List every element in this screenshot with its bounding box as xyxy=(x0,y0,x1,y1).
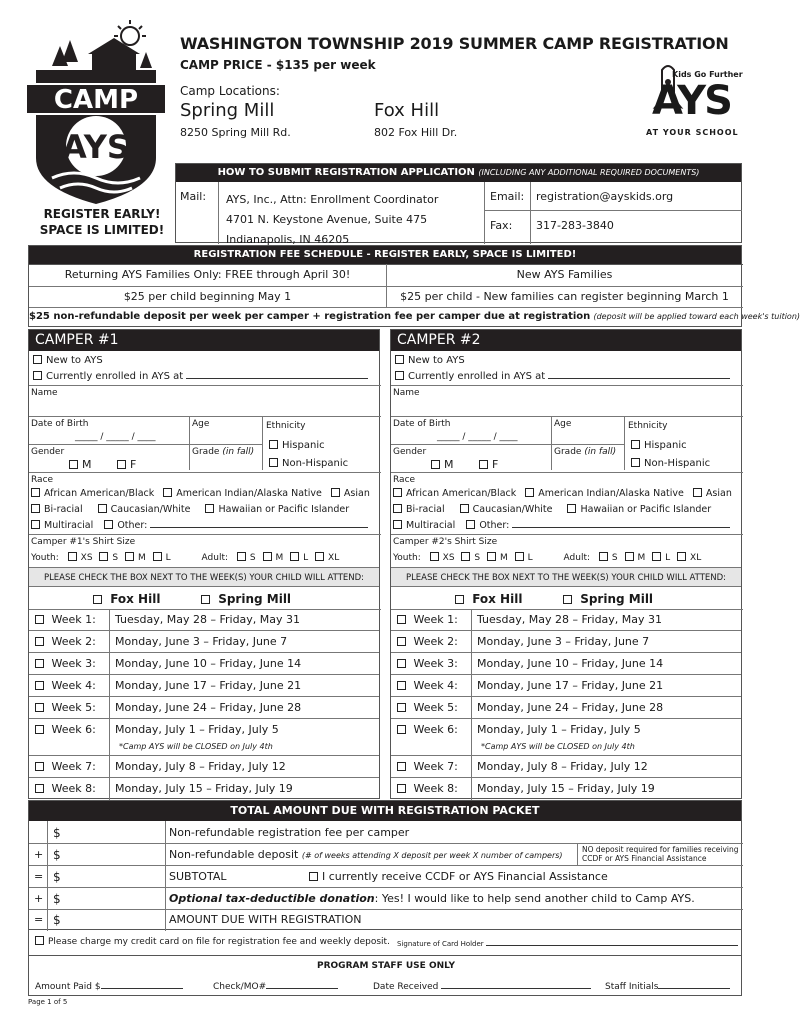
camper1-age-label: Age xyxy=(192,419,210,429)
camper2-gender-m-checkbox[interactable] xyxy=(431,460,440,469)
camper2-gender-f-checkbox[interactable] xyxy=(479,460,488,469)
camper2-check-weeks-label: PLEASE CHECK THE BOX NEXT TO THE WEEK(S) YOUR CHILD WILL ATTEND: xyxy=(391,567,741,587)
camper1-adult-l-checkbox[interactable] xyxy=(290,552,299,561)
camper1-adult-s-checkbox[interactable] xyxy=(237,552,246,561)
camper1-week-dates: Monday, June 24 – Friday, June 28 xyxy=(115,701,302,714)
camper2-gender-f-row[interactable] xyxy=(479,458,498,471)
camper1-adult-label: Adult: xyxy=(201,553,229,563)
camper1-race-label: Race xyxy=(31,475,54,485)
camper1-week-label: Week 5: xyxy=(51,701,96,714)
camper2-hispanic-checkbox[interactable] xyxy=(631,440,640,449)
camper1-hispanic-row[interactable] xyxy=(269,440,325,451)
camper2-week-checkbox[interactable] xyxy=(397,725,406,734)
camper1-week-checkbox[interactable] xyxy=(35,615,44,624)
camper1-week-dates: Monday, June 10 – Friday, June 14 xyxy=(115,657,302,670)
camper2-race-bi-label: Bi-racial xyxy=(406,504,445,515)
total-row2-label: Non-refundable deposit xyxy=(169,848,299,861)
camp-logo-icon xyxy=(22,18,170,208)
camper2-springmill-row[interactable] xyxy=(563,592,653,606)
camper2-week-label: Week 8: xyxy=(413,782,458,795)
camper1-dob-field[interactable]: _____ / _____ / ____ xyxy=(75,432,156,442)
camper2-youth-l-checkbox[interactable] xyxy=(515,552,524,561)
ccdf-checkbox-row[interactable] xyxy=(309,870,608,883)
camper2-week-checkbox[interactable] xyxy=(397,762,406,771)
camper1-week-row[interactable] xyxy=(29,778,379,800)
charge-section xyxy=(28,930,742,956)
camper1-gender-label: Gender xyxy=(31,447,65,457)
camper2-adult-s-checkbox[interactable] xyxy=(599,552,608,561)
date-received-label: Date Received xyxy=(373,982,439,992)
camper1-enrolled-line[interactable] xyxy=(186,378,368,379)
camp-locations-label: Camp Locations: xyxy=(180,84,280,98)
mail-line-1: AYS, Inc., Attn: Enrollment Coordinator xyxy=(226,193,439,206)
camper1-week-dates: Tuesday, May 28 – Friday, May 31 xyxy=(115,613,301,626)
camper1-race-other-checkbox[interactable] xyxy=(104,520,113,529)
camper1-week-label: Week 8: xyxy=(51,782,96,795)
camper2-race-asian-label: Asian xyxy=(705,488,732,499)
camper2-hispanic-label: Hispanic xyxy=(644,440,687,451)
camper1-hispanic-checkbox[interactable] xyxy=(269,440,278,449)
camper2-week-label: Week 7: xyxy=(413,760,458,773)
camper1-hispanic-label: Hispanic xyxy=(282,440,325,451)
camper1-adult-m-checkbox[interactable] xyxy=(263,552,272,561)
charge-checkbox-row[interactable] xyxy=(35,936,390,947)
camper2-adult-m-checkbox[interactable] xyxy=(625,552,634,561)
camper1-springmill-label: Spring Mill xyxy=(218,592,292,606)
total-header: TOTAL AMOUNT DUE WITH REGISTRATION PACKET xyxy=(29,801,741,821)
camper1-week-dates: Monday, July 1 – Friday, July 5 xyxy=(115,723,279,736)
camper1-week-checkbox[interactable] xyxy=(35,725,44,734)
camper2-foxhill-label: Fox Hill xyxy=(472,592,523,606)
camper1-week-checkbox[interactable] xyxy=(35,637,44,646)
total-row5-label: AMOUNT DUE WITH REGISTRATION xyxy=(169,913,362,926)
camper2-week-dates: Monday, July 8 – Friday, July 12 xyxy=(477,760,648,773)
camper1-grade-note: (in fall) xyxy=(222,447,255,457)
camper2-youth-s-label: S xyxy=(474,553,481,563)
camper2-race-asian-checkbox[interactable] xyxy=(693,488,702,497)
camper2-youth-xs-label: XS xyxy=(442,553,455,563)
page-number: Page 1 of 5 xyxy=(28,998,68,1006)
camper2-race-afam-label: African American/Black xyxy=(406,488,517,499)
camper1-gender-f-label: F xyxy=(130,458,137,471)
camper2-race-other-line[interactable] xyxy=(512,527,730,528)
camper1-week-label: Week 4: xyxy=(51,679,96,692)
camper1-youth-m-checkbox[interactable] xyxy=(125,552,134,561)
camper2-hispanic-row[interactable] xyxy=(631,440,687,451)
camper2-adult-label: Adult: xyxy=(563,553,591,563)
camper2-adult-l-checkbox[interactable] xyxy=(652,552,661,561)
camper2-race-multi-label: Multiracial xyxy=(406,520,456,531)
total-row2-op: + xyxy=(34,848,44,861)
camper2-nonhispanic-checkbox[interactable] xyxy=(631,458,640,467)
camper1-springmill-row[interactable] xyxy=(201,592,291,606)
camper2-gender-m-label: M xyxy=(444,458,454,471)
camper1-youth-l-checkbox[interactable] xyxy=(153,552,162,561)
camper1-race-other-line[interactable] xyxy=(150,527,368,528)
total-row2-note: (# of weeks attending X deposit per week X number of campers) xyxy=(301,851,563,860)
camper1-enrolled-row[interactable] xyxy=(33,371,368,382)
camper1-nonhispanic-checkbox[interactable] xyxy=(269,458,278,467)
total-row4-dollar: $ xyxy=(53,892,61,906)
camper1-race-asian-checkbox[interactable] xyxy=(331,488,340,497)
camper2-youth-m-label: M xyxy=(500,553,508,563)
camper2-gender-label: Gender xyxy=(393,447,427,457)
total-section xyxy=(28,800,742,930)
camper1-week-label: Week 2: xyxy=(51,635,96,648)
camper2-adult-xl-checkbox[interactable] xyxy=(677,552,686,561)
camper1-week-row[interactable] xyxy=(29,631,379,653)
camper2-new-label: New to AYS xyxy=(408,355,465,366)
camper2-adult-s-label: S xyxy=(611,553,618,563)
camper2-week-row[interactable] xyxy=(391,631,741,653)
camper1-new-label: New to AYS xyxy=(46,355,103,366)
camper2-new-checkbox[interactable] xyxy=(395,355,404,364)
signature-line[interactable] xyxy=(486,945,738,946)
donation-text: : Yes! I would like to help send another child to Camp AYS. xyxy=(374,892,695,905)
camper1-week-note: *Camp AYS will be CLOSED on July 4th xyxy=(119,742,273,751)
camper2-week-dates: Tuesday, May 28 – Friday, May 31 xyxy=(477,613,663,626)
amount-paid-label: Amount Paid $ xyxy=(35,982,101,992)
total-row3-op: = xyxy=(34,870,44,883)
camper2-week-row[interactable] xyxy=(391,653,741,675)
camper2-week-row[interactable] xyxy=(391,756,741,778)
fee-returning-head: Returning AYS Families Only: FREE through April 30! xyxy=(64,268,351,281)
camper1-week-label: Week 3: xyxy=(51,657,96,670)
camper1-week-row[interactable] xyxy=(29,609,379,631)
register-early: REGISTER EARLY! xyxy=(43,207,161,221)
total-row5-dollar: $ xyxy=(53,913,61,927)
camper2-race-label: Race xyxy=(393,475,416,485)
camper1-new-checkbox[interactable] xyxy=(33,355,42,364)
camper1-week-label: Week 1: xyxy=(51,613,96,626)
staff-section xyxy=(28,956,742,996)
camper1-week-label: Week 6: xyxy=(51,723,96,736)
camper2-race-haw-checkbox[interactable] xyxy=(567,504,576,513)
camper1-race-haw-label: Hawaiian or Pacific Islander xyxy=(218,504,350,515)
submit-title: HOW TO SUBMIT REGISTRATION APPLICATION xyxy=(217,167,475,178)
svg-text:AYS: AYS xyxy=(62,128,130,166)
camp-ays-logo xyxy=(22,18,170,208)
camper2-name-label: Name xyxy=(393,388,420,398)
camper1-week-checkbox[interactable] xyxy=(35,784,44,793)
camper2-foxhill-checkbox[interactable] xyxy=(455,595,464,604)
camper1-youth-s-checkbox[interactable] xyxy=(99,552,108,561)
camper1-adult-xl-checkbox[interactable] xyxy=(315,552,324,561)
camper1-week-row[interactable] xyxy=(29,697,379,719)
camper2-race-other-label: Other: xyxy=(479,520,510,531)
camper1-week-dates: Monday, June 17 – Friday, June 21 xyxy=(115,679,302,692)
camper2-week-row[interactable] xyxy=(391,609,741,631)
camper2-enrolled-label: Currently enrolled in AYS at xyxy=(408,371,546,382)
total-row2-dollar: $ xyxy=(53,848,61,862)
camper1-check-weeks-label: PLEASE CHECK THE BOX NEXT TO THE WEEK(S) YOUR CHILD WILL ATTEND: xyxy=(29,567,379,587)
submit-section xyxy=(175,163,742,246)
camper2-section xyxy=(390,329,742,799)
camper1-week-checkbox[interactable] xyxy=(35,681,44,690)
camper1-youth-s-label: S xyxy=(112,553,119,563)
camper1-week-row[interactable] xyxy=(29,719,379,756)
camper1-grade-label: Grade xyxy=(192,447,220,457)
ays-wordmark: AYS xyxy=(652,78,731,124)
fee-returning-value: $25 per child beginning May 1 xyxy=(123,290,292,303)
fax-label: Fax: xyxy=(490,219,513,232)
camper1-springmill-checkbox[interactable] xyxy=(201,595,210,604)
camper1-gender-m-row[interactable] xyxy=(69,458,92,471)
mail-line-2: 4701 N. Keystone Avenue, Suite 475 xyxy=(226,213,428,226)
camper2-week-label: Week 4: xyxy=(413,679,458,692)
camper2-ethnicity-label: Ethnicity xyxy=(628,421,668,431)
fee-header: REGISTRATION FEE SCHEDULE - REGISTER EARLY, SPACE IS LIMITED! xyxy=(29,246,741,264)
mail-label: Mail: xyxy=(180,190,207,203)
camper2-gender-f-label: F xyxy=(492,458,499,471)
camper1-week-checkbox[interactable] xyxy=(35,703,44,712)
camper2-adult-xl-label: XL xyxy=(690,553,702,563)
camper1-gender-f-checkbox[interactable] xyxy=(117,460,126,469)
camper1-foxhill-row[interactable] xyxy=(93,592,160,606)
camper2-grade-note: (in fall) xyxy=(584,447,617,457)
check-mo-line[interactable] xyxy=(266,988,338,989)
camper1-name-label: Name xyxy=(31,388,58,398)
camper2-week-row[interactable] xyxy=(391,719,741,756)
camper2-race-afam-checkbox[interactable] xyxy=(393,488,402,497)
camper2-youth-s-checkbox[interactable] xyxy=(461,552,470,561)
total-row4-op: + xyxy=(34,892,44,905)
camper1-enrolled-label: Currently enrolled in AYS at xyxy=(46,371,184,382)
camper1-week-dates: Monday, July 8 – Friday, July 12 xyxy=(115,760,286,773)
deposit-note: (deposit will be applied toward each week's tuition) xyxy=(593,312,800,321)
fee-new-head: New AYS Families xyxy=(516,268,613,281)
email-label: Email: xyxy=(490,190,525,203)
staff-initials-line[interactable] xyxy=(658,988,730,989)
charge-checkbox[interactable] xyxy=(35,936,44,945)
total-row1-label: Non-refundable registration fee per camper xyxy=(169,826,410,839)
camper1-race-amind-checkbox[interactable] xyxy=(163,488,172,497)
camper1-race-cauc-label: Caucasian/White xyxy=(110,504,191,515)
camper2-week-checkbox[interactable] xyxy=(397,681,406,690)
location-fox-hill-name: Fox Hill xyxy=(374,100,440,121)
page-title: WASHINGTON TOWNSHIP 2019 SUMMER CAMP REGISTRATION xyxy=(180,34,729,53)
camper1-week-row[interactable] xyxy=(29,675,379,697)
donation-label: Optional tax-deductible donation xyxy=(169,892,375,905)
staff-initials-label: Staff Initials xyxy=(605,982,659,992)
camper1-enrolled-checkbox[interactable] xyxy=(33,371,42,380)
amount-paid-line[interactable] xyxy=(101,988,183,989)
camper2-week-label: Week 3: xyxy=(413,657,458,670)
camper2-week-checkbox[interactable] xyxy=(397,615,406,624)
total-row2-side: NO deposit required for families receiving CCDF or AYS Financial Assistance xyxy=(577,843,743,865)
camper2-week-dates: Monday, June 17 – Friday, June 21 xyxy=(477,679,664,692)
camper2-dob-label: Date of Birth xyxy=(393,419,451,429)
check-mo-label: Check/MO# xyxy=(213,982,267,992)
camper1-race-haw-checkbox[interactable] xyxy=(205,504,214,513)
camper2-youth-l-label: L xyxy=(527,553,533,563)
camper2-springmill-checkbox[interactable] xyxy=(563,595,572,604)
camper2-week-dates: Monday, June 24 – Friday, June 28 xyxy=(477,701,664,714)
email-value[interactable]: registration@ayskids.org xyxy=(536,190,674,203)
camper2-week-dates: Monday, June 3 – Friday, June 7 xyxy=(477,635,650,648)
camper2-race-other-checkbox[interactable] xyxy=(466,520,475,529)
camper1-adult-l-label: L xyxy=(303,553,309,563)
camper2-week-row[interactable] xyxy=(391,675,741,697)
camper2-week-row[interactable] xyxy=(391,778,741,800)
location-spring-mill-name: Spring Mill xyxy=(180,100,275,121)
camper2-race-amind-label: American Indian/Alaska Native xyxy=(538,488,684,499)
camper2-week-checkbox[interactable] xyxy=(397,637,406,646)
camper1-nonhispanic-row[interactable] xyxy=(269,458,348,469)
camper2-gender-m-row[interactable] xyxy=(431,458,454,471)
camper1-week-row[interactable] xyxy=(29,653,379,675)
camper2-enrolled-line[interactable] xyxy=(548,378,730,379)
camper1-week-row[interactable] xyxy=(29,756,379,778)
camper1-race-asian-label: Asian xyxy=(343,488,370,499)
camper1-youth-xs-label: XS xyxy=(80,553,93,563)
camper1-dob-label: Date of Birth xyxy=(31,419,89,429)
camper2-week-note: *Camp AYS will be CLOSED on July 4th xyxy=(481,742,635,751)
camper1-week-dates: Monday, July 15 – Friday, July 19 xyxy=(115,782,293,795)
location-fox-hill-address: 802 Fox Hill Dr. xyxy=(374,126,458,139)
total-row1-dollar: $ xyxy=(53,826,61,840)
location-spring-mill-address: 8250 Spring Mill Rd. xyxy=(180,126,291,139)
fee-new-value: $25 per child - New families can register beginning March 1 xyxy=(400,290,729,303)
camper2-week-label: Week 1: xyxy=(413,613,458,626)
camper2-youth-label: Youth: xyxy=(393,553,421,563)
camper2-week-checkbox[interactable] xyxy=(397,659,406,668)
camper2-grade-label: Grade xyxy=(554,447,582,457)
camper1-youth-label: Youth: xyxy=(31,553,59,563)
camper2-age-label: Age xyxy=(554,419,572,429)
camper1-youth-m-label: M xyxy=(138,553,146,563)
camper2-week-dates: Monday, July 1 – Friday, July 5 xyxy=(477,723,641,736)
camper2-week-label: Week 5: xyxy=(413,701,458,714)
camper2-name-field[interactable] xyxy=(421,388,731,414)
camper1-foxhill-checkbox[interactable] xyxy=(93,595,102,604)
submit-header xyxy=(176,164,741,182)
camper2-adult-l-label: L xyxy=(665,553,671,563)
camper2-adult-m-label: M xyxy=(637,553,646,563)
total-row3-dollar: $ xyxy=(53,870,61,884)
camper2-week-dates: Monday, June 10 – Friday, June 14 xyxy=(477,657,664,670)
camper2-week-checkbox[interactable] xyxy=(397,784,406,793)
ccdf-label: I currently receive CCDF or AYS Financial Assistance xyxy=(322,870,608,883)
total-row3-label: SUBTOTAL xyxy=(169,870,227,883)
camper2-nonhispanic-row[interactable] xyxy=(631,458,710,469)
ays-at-your-school-logo xyxy=(640,62,750,142)
camper2-springmill-label: Spring Mill xyxy=(580,592,654,606)
camper1-race-amind-label: American Indian/Alaska Native xyxy=(176,488,322,499)
camper2-race-bi-checkbox[interactable] xyxy=(393,504,402,513)
space-limited: SPACE IS LIMITED! xyxy=(39,223,165,237)
camper1-race-other-label: Other: xyxy=(117,520,148,531)
camper1-race-afam-checkbox[interactable] xyxy=(31,488,40,497)
mail-line-3: Indianapolis, IN 46205 xyxy=(226,233,350,246)
camper2-race-cauc-checkbox[interactable] xyxy=(460,504,469,513)
camper2-week-label: Week 6: xyxy=(413,723,458,736)
camp-price: CAMP PRICE - $135 per week xyxy=(180,58,376,72)
ays-tagline: Kids Go Further xyxy=(672,70,743,79)
camper2-dob-field[interactable]: _____ / _____ / ____ xyxy=(437,432,518,442)
camper1-race-multi-label: Multiracial xyxy=(44,520,94,531)
camper2-race-amind-checkbox[interactable] xyxy=(525,488,534,497)
camper1-gender-m-label: M xyxy=(82,458,92,471)
camper1-gender-m-checkbox[interactable] xyxy=(69,460,78,469)
camper2-race-cauc-label: Caucasian/White xyxy=(472,504,553,515)
svg-text:CAMP: CAMP xyxy=(53,85,139,115)
camper1-gender-f-row[interactable] xyxy=(117,458,136,471)
ccdf-checkbox[interactable] xyxy=(309,872,318,881)
camper1-adult-s-label: S xyxy=(249,553,256,563)
camper2-enrolled-checkbox[interactable] xyxy=(395,371,404,380)
submit-title-note: (INCLUDING ANY ADDITIONAL REQUIRED DOCUMENTS) xyxy=(478,168,700,177)
camper2-week-checkbox[interactable] xyxy=(397,703,406,712)
fax-value: 317-283-3840 xyxy=(536,219,614,232)
camper1-week-checkbox[interactable] xyxy=(35,762,44,771)
camper2-race-multi-checkbox[interactable] xyxy=(393,520,402,529)
date-received-line[interactable] xyxy=(441,988,591,989)
camper2-enrolled-row[interactable] xyxy=(395,371,730,382)
camper2-race-haw-label: Hawaiian or Pacific Islander xyxy=(580,504,712,515)
total-row5-op: = xyxy=(34,913,44,926)
camper2-week-label: Week 2: xyxy=(413,635,458,648)
camper1-section xyxy=(28,329,380,799)
camper2-youth-m-checkbox[interactable] xyxy=(487,552,496,561)
camper1-ethnicity-label: Ethnicity xyxy=(266,421,306,431)
camper1-race-afam-label: African American/Black xyxy=(44,488,155,499)
ays-sub: AT YOUR SCHOOL xyxy=(646,128,739,137)
camper1-youth-xs-checkbox[interactable] xyxy=(68,552,77,561)
camper1-week-checkbox[interactable] xyxy=(35,659,44,668)
signature-label: Signature of Card Holder xyxy=(397,940,484,948)
staff-title: PROGRAM STAFF USE ONLY xyxy=(317,961,455,971)
camper1-race-bi-checkbox[interactable] xyxy=(31,504,40,513)
camper1-race-multi-checkbox[interactable] xyxy=(31,520,40,529)
camper2-foxhill-row[interactable] xyxy=(455,592,522,606)
camper2-week-dates: Monday, July 15 – Friday, July 19 xyxy=(477,782,655,795)
camper1-youth-l-label: L xyxy=(165,553,171,563)
camper1-week-dates: Monday, June 3 – Friday, June 7 xyxy=(115,635,288,648)
camper1-nonhispanic-label: Non-Hispanic xyxy=(282,458,349,469)
camper1-race-bi-label: Bi-racial xyxy=(44,504,83,515)
camper2-week-row[interactable] xyxy=(391,697,741,719)
deposit-text: $25 non-refundable deposit per week per camper + registration fee per camper due at registration xyxy=(29,311,591,322)
camper2-shirt-label: Camper #2's Shirt Size xyxy=(393,537,498,547)
camper1-adult-xl-label: XL xyxy=(328,553,340,563)
charge-text: Please charge my credit card on file for registration fee and weekly deposit. xyxy=(48,937,390,947)
camper1-foxhill-label: Fox Hill xyxy=(110,592,161,606)
fee-schedule xyxy=(28,245,800,327)
camper1-new-row[interactable] xyxy=(33,355,103,366)
camper1-name-field[interactable] xyxy=(59,388,369,414)
camper2-nonhispanic-label: Non-Hispanic xyxy=(644,458,711,469)
camper2-new-row[interactable] xyxy=(395,355,465,366)
camper2-header: CAMPER #2 xyxy=(391,330,741,351)
camper1-race-cauc-checkbox[interactable] xyxy=(98,504,107,513)
camper1-week-label: Week 7: xyxy=(51,760,96,773)
camper1-adult-m-label: M xyxy=(275,553,284,563)
camper1-shirt-label: Camper #1's Shirt Size xyxy=(31,537,136,547)
camper2-youth-xs-checkbox[interactable] xyxy=(430,552,439,561)
camper1-header: CAMPER #1 xyxy=(29,330,379,351)
